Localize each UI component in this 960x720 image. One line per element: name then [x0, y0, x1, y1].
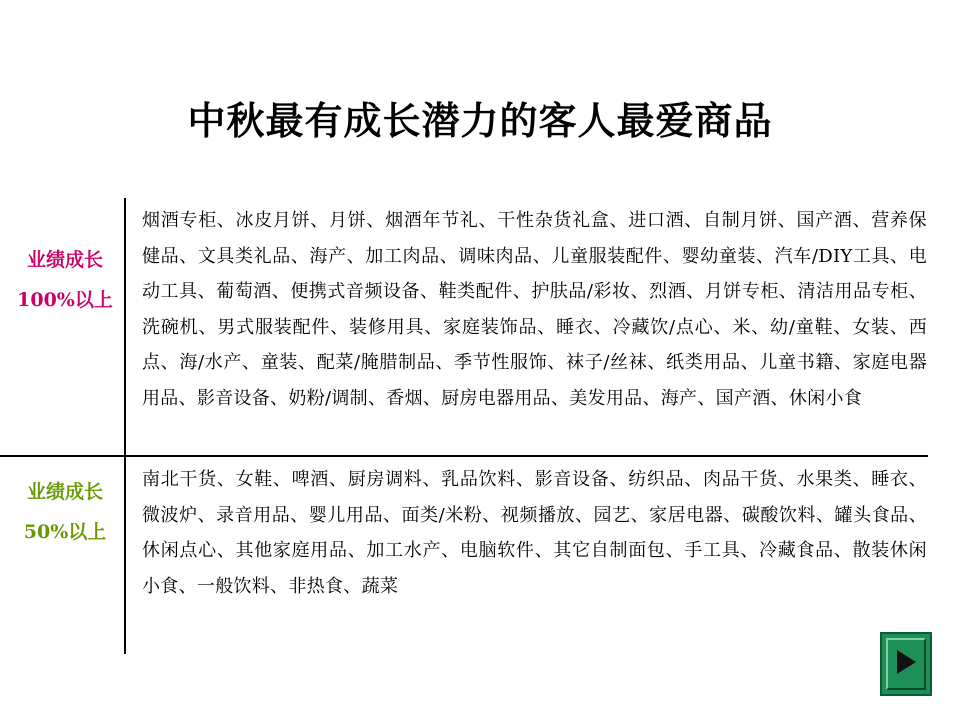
- row-label-50-line2: 50%以上: [23, 521, 107, 543]
- next-slide-button-bevel: [886, 638, 926, 690]
- row-label-100-line2: 100%以上: [17, 289, 113, 311]
- horizontal-divider: [0, 455, 928, 457]
- row-label-50: [10, 472, 120, 552]
- row-label-50-line1: 业绩成长: [26, 481, 103, 503]
- vertical-divider: [124, 198, 126, 654]
- row-content-50: 南北干货、女鞋、啤酒、厨房调料、乳品饮料、影音设备、纺织品、肉品干货、水果类、睡衣、微波炉、录音用品、婴儿用品、面类/米粉、视频播放、园艺、家居电器、碳酸饮料、罐头食品、休闲点心、其他家庭用品、加工水产、电脑软件、其它自制面包、手工具、冷藏食品、散装休闲小食、一般饮料、非热食、蔬菜: [142, 469, 927, 597]
- row-content-100: 烟酒专柜、冰皮月饼、月饼、烟酒年节礼、干性杂货礼盒、进口酒、自制月饼、国产酒、营养保健品、文具类礼品、海产、加工肉品、调味肉品、儿童服装配件、婴幼童装、汽车/DIY工具、电动工具、葡萄酒、便携式音频设备、鞋类配件、护肤品/彩妆、烈酒、月饼专柜、清洁用品专柜、洗碗机、男式服装配件、装修用具、家庭装饰品、睡衣、冷藏饮/点心、米、幼/童鞋、女装、西点、海/水产、童装、配菜/腌腊制品、季节性服饰、袜子/丝袜、纸类用品、儿童书籍、家庭电器用品、影音设备、奶粉/调制、香烟、厨房电器用品、美发用品、海产、国产酒、休闲小食: [142, 210, 927, 409]
- row-label-100: [10, 240, 120, 320]
- page-title: 中秋最有成长潜力的客人最爱商品: [187, 98, 773, 143]
- row-label-100-line1: 业绩成长: [26, 249, 103, 271]
- next-slide-button[interactable]: [880, 632, 932, 696]
- play-next-icon: [895, 649, 917, 679]
